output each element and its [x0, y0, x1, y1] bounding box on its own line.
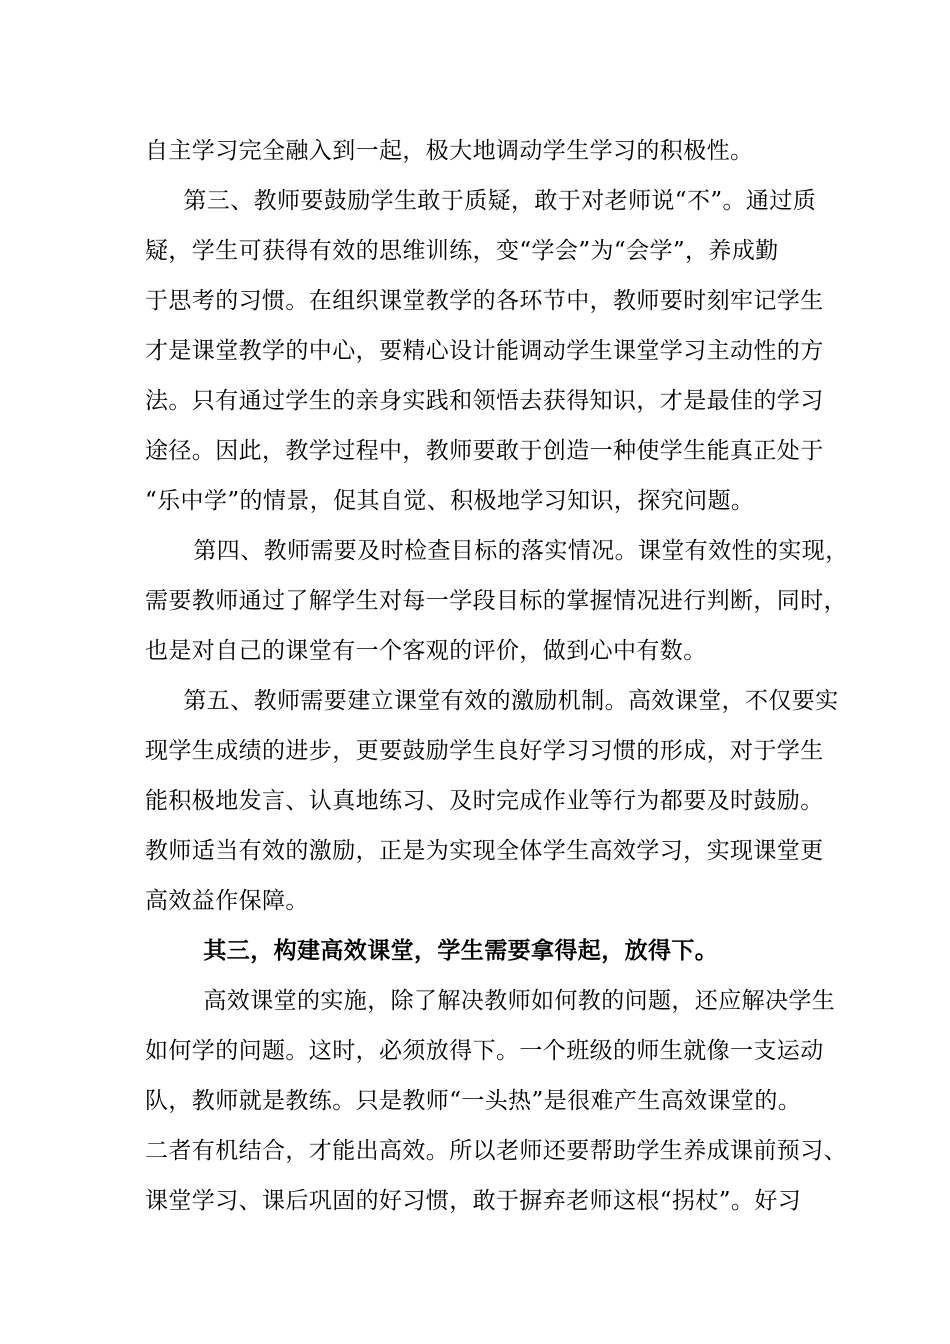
paragraph-start-line: 高效课堂的实施，除了解决教师如何教的问题，还应解决学生 — [180, 988, 836, 1014]
text-line: 教师适当有效的激励，正是为实现全体学生高效学习，实现课堂更 — [145, 838, 824, 864]
text-line: 二者有机结合，才能出高效。所以老师还要帮助学生养成课前预习、 — [145, 1138, 847, 1164]
text-line: 需要教师通过了解学生对每一学段目标的掌握情况进行判断，同时， — [145, 588, 847, 614]
paragraph-start-line: 第五、教师需要建立课堂有效的激励机制。高效课堂，不仅要实 — [160, 688, 839, 714]
text-line: 如何学的问题。这时，必须放得下。一个班级的师生就像一支运动 — [145, 1038, 824, 1064]
text-line: 途径。因此，教学过程中，教师要敢于创造一种使学生能真正处于 — [145, 438, 824, 464]
text-line: 才是课堂教学的中心，要精心设计能调动学生课堂学习主动性的方 — [145, 338, 824, 364]
text-line: 疑，学生可获得有效的思维训练，变“学会”为“会学”，养成勤 — [145, 238, 779, 264]
paragraph-start-line: 第四、教师需要及时检查目标的落实情况。课堂有效性的实现， — [170, 538, 849, 564]
text-line: 于思考的习惯。在组织课堂教学的各环节中，教师要时刻牢记学生 — [145, 288, 824, 314]
text-line: 现学生成绩的进步，更要鼓励学生良好学习习惯的形成，对于学生 — [145, 738, 824, 764]
paragraph-start-line: 第三、教师要鼓励学生敢于质疑，敢于对老师说“不”。通过质 — [160, 188, 817, 214]
text-line: 自主学习完全融入到一起，极大地调动学生学习的积极性。 — [145, 138, 754, 164]
text-line: “乐中学”的情景，促其自觉、积极地学习知识，探究问题。 — [145, 488, 755, 514]
text-line: 法。只有通过学生的亲身实践和领悟去获得知识，才是最佳的学习 — [145, 388, 824, 414]
text-line: 能积极地发言、认真地练习、及时完成作业等行为都要及时鼓励。 — [145, 788, 824, 814]
text-line: 也是对自己的课堂有一个客观的评价，做到心中有数。 — [145, 638, 707, 664]
section-heading: 其三，构建高效课堂，学生需要拿得起，放得下。 — [180, 937, 719, 964]
text-line: 课堂学习、课后巩固的好习惯，敢于摒弃老师这根“拐杖”。好习 — [145, 1188, 802, 1214]
text-line: 队，教师就是教练。只是教师“一头热”是很难产生高效课堂的。 — [145, 1088, 802, 1114]
text-line: 高效益作保障。 — [145, 888, 309, 914]
